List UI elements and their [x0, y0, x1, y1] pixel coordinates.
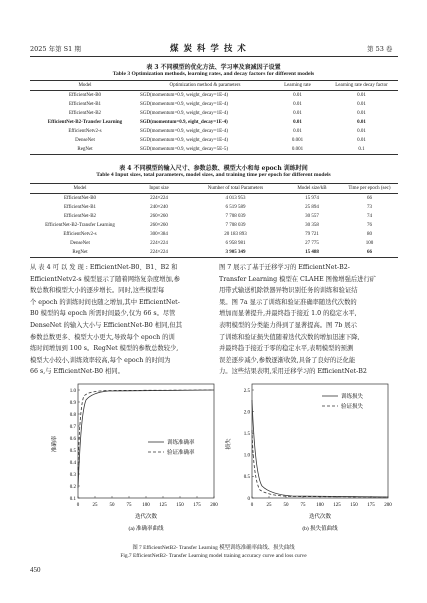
text-line: 并最终趋于接近于零的稳定水平,表明模型的预测	[219, 345, 354, 353]
y-tick-label: 0.8	[69, 412, 76, 418]
table-row	[30, 91, 398, 101]
table-cell: RegNet	[77, 147, 93, 152]
table-cell: SGD(momentum=0.9, weight_decay=1E-4)	[140, 111, 228, 116]
y-tick-label: 1.5	[243, 432, 250, 437]
table-cell: EfficientNet-B1	[68, 102, 102, 107]
table-cell: 15 488	[305, 250, 319, 255]
table-cell: EfficientNet-B2	[63, 214, 97, 219]
table-cell: 0.1	[358, 147, 365, 152]
table-row	[30, 212, 398, 221]
table-cell: 0.01	[357, 129, 366, 134]
x-tick-label: 100	[142, 503, 150, 508]
text-line: 用带式输送机除铁器异物识别任务的训练和验证结	[219, 287, 358, 295]
x-tick-label: 200	[384, 503, 392, 508]
table-cell: 73	[367, 205, 372, 210]
y-tick-label: 2.0	[243, 410, 250, 416]
table4-caption-en: Table 4 Input sizes, total parameters, model sizes, and training time per epoch for different models	[96, 172, 331, 178]
y-tick-label: 0	[247, 496, 250, 502]
legend-val-label: 验证损失	[341, 404, 364, 410]
table-cell: 30 557	[305, 214, 319, 219]
table3-caption-cn: 表 3 不同模型的优化方法、学习率及衰减因子设置	[146, 64, 281, 71]
table-cell: DenseNet	[75, 138, 95, 143]
x-tick-label: 150	[176, 503, 184, 508]
table-cell: 224×224	[150, 241, 168, 246]
table-row	[30, 194, 398, 204]
table-cell: 224×224	[150, 250, 168, 255]
text-line: 表明模型的分类能力得到了显著提高。图 7b 展示	[219, 321, 357, 329]
table3-header-row	[30, 81, 398, 91]
x-tick-label: 0	[76, 503, 80, 508]
page-number: 450	[30, 566, 41, 574]
y-tick-label: 0.5	[69, 448, 76, 454]
table-cell: 0.01	[357, 102, 366, 107]
figure-caption-en: Fig.7 EfficientNetB2- Transfer Learning model training accuracy curve and loss curve	[120, 553, 307, 559]
x-tick-label: 50	[109, 503, 115, 508]
table3-col-decay: Learning rate decay factor	[335, 83, 388, 88]
table-cell: 20 183 893	[224, 232, 247, 237]
table-cell: 224×224	[150, 196, 168, 201]
table-cell: 3 905 349	[225, 250, 246, 255]
text-line: Transfer Learning 模型在 CLAHE 图像增强后进行矿	[219, 275, 377, 283]
table-row	[30, 145, 398, 155]
text-line: DenseNet 的输入大小与 EfficientNet-B0 相同,但其	[30, 321, 182, 329]
table-cell: 0.01	[357, 120, 366, 125]
y-tick-label: 0.5	[243, 475, 250, 481]
x-tick-label: 125	[159, 503, 167, 508]
y-axis-label: 损失	[226, 438, 232, 450]
table4-header-row	[30, 184, 398, 194]
table-row	[30, 221, 398, 230]
table-row	[30, 203, 398, 212]
text-line: 练时间增加到 100 s。RegNet 模型的参数总数较少,	[30, 345, 179, 353]
journal-title: 煤 炭 科 学 技 术	[170, 44, 247, 54]
table-cell: 66	[367, 250, 372, 255]
table-cell: 0.01	[293, 111, 302, 116]
table-cell: 0.01	[293, 93, 302, 98]
table-cell: 300×384	[150, 232, 168, 237]
table-cell: SGD(momentum=0.9, weight_decay=1E-4)	[140, 102, 228, 107]
y-tick-label: 0.9	[69, 400, 76, 406]
table-row	[30, 100, 398, 109]
table-row	[30, 109, 398, 118]
y-tick-label: 0.2	[69, 484, 76, 490]
text-line: 果。图 7a 显示了训练和验证准确率随迭代次数的	[219, 298, 357, 306]
table3-col-optim: Optimization method & parameters	[169, 83, 241, 88]
train-accuracy-line	[78, 390, 214, 488]
text-line: 模型大小较小,训练效率较高,每个 epoch 的时间为	[30, 356, 171, 364]
text-line: 了训练和验证损失值随着迭代次数的增加迅速下降,	[219, 333, 360, 341]
figure-caption-cn: 图 7 EfficientNetB2- Transfer Learning 模型训练准确率曲线、损失曲线	[132, 545, 295, 551]
table-cell: 30 358	[305, 223, 319, 228]
table3-col-lr: Learning rate	[284, 83, 311, 88]
table-row	[30, 127, 398, 136]
table-row	[30, 136, 398, 145]
panel-b-sublabel: (b) 损失值曲线	[302, 526, 338, 532]
table-cell: EfficientNet-B1	[63, 205, 97, 210]
table-cell: 7 708 039	[225, 214, 246, 219]
x-axis-label: 迭代次数	[134, 514, 158, 520]
table4-col-input: Input size	[149, 186, 169, 191]
table-cell: EfficientNet-B2-Transfer Learning	[47, 120, 123, 125]
y-axis-label: 准确率	[52, 435, 58, 453]
table-cell: 0.01	[357, 111, 366, 116]
table-cell: 25 894	[305, 205, 319, 210]
text-line: 从 表 4 可 以 发 现 : EfficientNet-B0、B1、B2 和	[30, 264, 178, 271]
x-tick-label: 175	[193, 503, 201, 508]
table3-col-model: Model	[78, 83, 92, 88]
table-cell: 66	[367, 196, 372, 201]
x-tick-label: 25	[266, 503, 272, 508]
accuracy-chart	[48, 380, 218, 536]
table-cell: DenseNet	[70, 241, 90, 246]
table-cell: EfficientNet-B0	[63, 196, 97, 201]
y-tick-label: 2.5	[243, 388, 250, 394]
header-rule	[30, 56, 398, 57]
text-line: 数总数和模型大小的逐步增长。同时,这些模型每	[30, 287, 165, 295]
table-cell: EfficientNet-B2-Transfer Learning	[45, 223, 115, 228]
loss-chart	[222, 380, 392, 536]
table-cell: 6 958 981	[225, 241, 246, 246]
text-line: 误差逐步减少,参数逐渐收敛,具备了良好的泛化能	[219, 356, 356, 364]
table3	[30, 80, 398, 155]
panel-a-sublabel: (a) 准确率曲线	[128, 526, 164, 532]
table-cell: 80	[367, 232, 372, 237]
body-right-column	[219, 262, 399, 378]
text-line: 参数总数更多、模型大小更大,导致每个 epoch 的训	[30, 333, 175, 341]
table-cell: 27 775	[305, 241, 319, 246]
table-cell: 76	[367, 223, 372, 228]
y-tick-label: 0.1	[69, 496, 76, 502]
x-tick-label: 50	[283, 503, 289, 508]
x-tick-label: 75	[126, 503, 132, 508]
x-axis-label: 迭代次数	[308, 514, 332, 520]
table4-caption-cn: 表 4 不同模型的输入尺寸、参数总数、模型大小和每 epoch 训练时间	[119, 165, 308, 172]
y-tick-label: 0.6	[69, 436, 76, 442]
table-cell: 6 519 589	[225, 205, 246, 210]
table-cell: 0.01	[357, 138, 366, 143]
val-loss-line	[252, 430, 388, 497]
table4	[30, 183, 398, 258]
table-cell: SGD(momentum=0.9, eight_decay=1E-4)	[140, 120, 228, 125]
x-tick-label: 200	[210, 503, 218, 508]
x-tick-label: 125	[333, 503, 341, 508]
table-cell: 79 721	[305, 232, 319, 237]
table-cell: EfficientNet-B2	[68, 111, 102, 116]
table4-col-size: Model size/kB	[297, 186, 327, 191]
table-cell: 240×240	[150, 205, 168, 210]
table4-col-params: Number of total Parameters	[207, 186, 264, 191]
y-tick-label: 0.3	[69, 472, 76, 478]
table-cell: 100	[365, 241, 374, 246]
text-line: EfficientNetv2-s 模型显示了随着网络复杂度增加,参	[30, 275, 181, 283]
text-line: 力。这些结果表明,采用迁移学习的 EfficientNet-B2	[219, 368, 367, 376]
table-cell: EfficientNetv2-s	[68, 129, 102, 134]
table-cell: RegNet	[72, 250, 88, 255]
plot-frame	[252, 384, 388, 498]
table-cell: SGD(momentum=0.9, weight_decay=1E-4)	[140, 93, 228, 98]
table-row	[30, 239, 398, 248]
table-row-highlight	[30, 248, 398, 258]
legend-val-label: 验证准确率	[167, 450, 195, 456]
journal-issue: 2025 年第 S1 期	[30, 45, 81, 53]
x-tick-label: 75	[300, 503, 306, 508]
text-line: 个 epoch 的训练时间也随之增加,其中 EfficientNet-	[30, 298, 180, 306]
x-tick-label: 0	[250, 503, 254, 508]
table4-col-time: Time per epoch (sec)	[348, 186, 391, 191]
y-tick-label: 1.0	[243, 453, 250, 459]
legend-train-label: 训练准确率	[167, 440, 195, 446]
legend-train-label: 训练损失	[341, 394, 364, 400]
table-row-highlight	[30, 118, 398, 127]
x-tick-label: 100	[316, 503, 324, 508]
table-cell: EfficientNet-B0	[68, 93, 102, 98]
y-tick-label: 0.4	[69, 460, 76, 466]
table-cell: 74	[367, 214, 372, 219]
table-cell: 0.01	[293, 120, 302, 125]
volume: 第 53 卷	[367, 45, 393, 53]
table-row	[30, 230, 398, 239]
text-line: B0 模型的每 epoch 所需时间最少,仅为 66 s。尽管	[30, 310, 176, 318]
table4-col-model: Model	[73, 186, 87, 191]
train-loss-line	[252, 400, 388, 497]
x-tick-label: 25	[92, 503, 98, 508]
x-tick-label: 150	[350, 503, 358, 508]
table-cell: 0.001	[291, 147, 304, 152]
text-line: 增加而显著提升,并最终趋于接近 1.0 的稳定水平,	[219, 310, 357, 318]
table-cell: 15 974	[305, 196, 319, 201]
table-cell: SGD(momentum=0.9, weight_decay=1E-4)	[140, 138, 228, 143]
body-left-column	[30, 262, 210, 378]
table-cell: EfficientNetv2-s	[63, 232, 97, 237]
text-line: 66 s,与 EfficientNet-B0 相同。	[30, 368, 124, 376]
table-cell: 0.01	[293, 102, 302, 107]
y-tick-label: 1.0	[69, 388, 76, 394]
table-cell: 260×260	[150, 214, 168, 219]
table-cell: 0.01	[293, 129, 302, 134]
text-line: 图 7 展示了基于迁移学习的 EfficientNet-B2-	[219, 264, 350, 271]
val-accuracy-line	[78, 390, 214, 470]
table-cell: SGD(momentum=0.9, weight_decay=1E-4)	[140, 129, 228, 134]
table-cell: 4 013 953	[225, 196, 246, 201]
y-tick-label: 0.7	[69, 424, 76, 430]
table-cell: SGD(momentum=0.9, weight_decay=5E-5)	[140, 147, 228, 152]
table-cell: 260×260	[150, 223, 168, 228]
table3-caption-en: Table 3 Optimization methods, learning rates, and decay factors for different models	[112, 71, 315, 77]
table-cell: 0.01	[357, 93, 366, 98]
table-cell: 0.001	[291, 138, 304, 143]
table-cell: 7 708 039	[225, 223, 246, 228]
x-tick-label: 175	[367, 503, 375, 508]
